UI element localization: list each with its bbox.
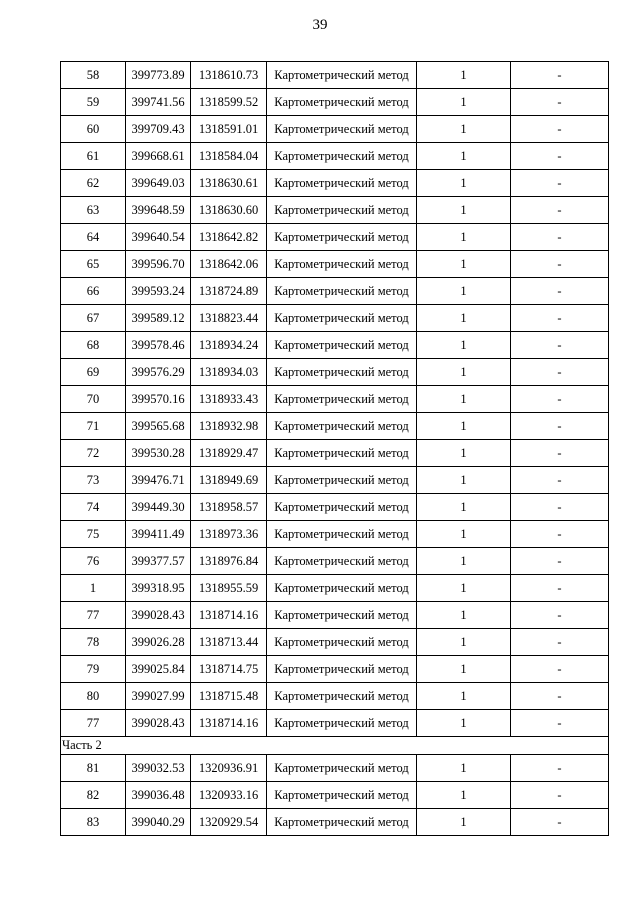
- description-cell: -: [511, 755, 609, 782]
- point-number-cell: 79: [61, 656, 126, 683]
- point-number-cell: 59: [61, 89, 126, 116]
- method-cell: Картометрический метод: [267, 755, 417, 782]
- description-cell: -: [511, 629, 609, 656]
- x-coordinate-cell: 399025.84: [126, 656, 191, 683]
- table-row: [61, 521, 609, 548]
- accuracy-cell: 1: [417, 755, 511, 782]
- description-cell: -: [511, 143, 609, 170]
- table-row: [61, 278, 609, 305]
- y-coordinate-cell: 1318714.16: [191, 710, 267, 737]
- accuracy-cell: 1: [417, 197, 511, 224]
- method-cell: Картометрический метод: [267, 782, 417, 809]
- accuracy-cell: 1: [417, 116, 511, 143]
- y-coordinate-cell: 1318932.98: [191, 413, 267, 440]
- table-row: [61, 62, 609, 89]
- method-cell: Картометрический метод: [267, 224, 417, 251]
- point-number-cell: 82: [61, 782, 126, 809]
- description-cell: -: [511, 440, 609, 467]
- point-number-cell: 68: [61, 332, 126, 359]
- point-number-cell: 72: [61, 440, 126, 467]
- x-coordinate-cell: 399565.68: [126, 413, 191, 440]
- method-cell: Картометрический метод: [267, 440, 417, 467]
- method-cell: Картометрический метод: [267, 683, 417, 710]
- coordinates-table: [60, 61, 609, 836]
- accuracy-cell: 1: [417, 359, 511, 386]
- method-cell: Картометрический метод: [267, 521, 417, 548]
- table-row: [61, 170, 609, 197]
- y-coordinate-cell: 1318642.82: [191, 224, 267, 251]
- x-coordinate-cell: 399411.49: [126, 521, 191, 548]
- accuracy-cell: 1: [417, 656, 511, 683]
- table-row: [61, 224, 609, 251]
- y-coordinate-cell: 1318584.04: [191, 143, 267, 170]
- y-coordinate-cell: 1318724.89: [191, 278, 267, 305]
- x-coordinate-cell: 399648.59: [126, 197, 191, 224]
- description-cell: -: [511, 521, 609, 548]
- point-number-cell: 63: [61, 197, 126, 224]
- x-coordinate-cell: 399668.61: [126, 143, 191, 170]
- description-cell: -: [511, 197, 609, 224]
- accuracy-cell: 1: [417, 89, 511, 116]
- y-coordinate-cell: 1320929.54: [191, 809, 267, 836]
- y-coordinate-cell: 1318933.43: [191, 386, 267, 413]
- x-coordinate-cell: 399318.95: [126, 575, 191, 602]
- table-row: [61, 629, 609, 656]
- table-row: [61, 305, 609, 332]
- y-coordinate-cell: 1318976.84: [191, 548, 267, 575]
- y-coordinate-cell: 1318591.01: [191, 116, 267, 143]
- y-coordinate-cell: 1318929.47: [191, 440, 267, 467]
- accuracy-cell: 1: [417, 548, 511, 575]
- table-row: [61, 782, 609, 809]
- x-coordinate-cell: 399530.28: [126, 440, 191, 467]
- table-row: [61, 548, 609, 575]
- description-cell: -: [511, 116, 609, 143]
- method-cell: Картометрический метод: [267, 809, 417, 836]
- accuracy-cell: 1: [417, 143, 511, 170]
- y-coordinate-cell: 1318973.36: [191, 521, 267, 548]
- table-row: [61, 809, 609, 836]
- point-number-cell: 69: [61, 359, 126, 386]
- x-coordinate-cell: 399040.29: [126, 809, 191, 836]
- description-cell: -: [511, 656, 609, 683]
- x-coordinate-cell: 399576.29: [126, 359, 191, 386]
- method-cell: Картометрический метод: [267, 575, 417, 602]
- accuracy-cell: 1: [417, 440, 511, 467]
- table-row: [61, 251, 609, 278]
- table-row: [61, 386, 609, 413]
- point-number-cell: 74: [61, 494, 126, 521]
- x-coordinate-cell: 399027.99: [126, 683, 191, 710]
- table-row: [61, 755, 609, 782]
- description-cell: -: [511, 62, 609, 89]
- point-number-cell: 80: [61, 683, 126, 710]
- y-coordinate-cell: 1318715.48: [191, 683, 267, 710]
- y-coordinate-cell: 1318934.24: [191, 332, 267, 359]
- point-number-cell: 64: [61, 224, 126, 251]
- page-number: 39: [312, 17, 328, 33]
- method-cell: Картометрический метод: [267, 710, 417, 737]
- description-cell: -: [511, 413, 609, 440]
- point-number-cell: 61: [61, 143, 126, 170]
- method-cell: Картометрический метод: [267, 629, 417, 656]
- method-cell: Картометрический метод: [267, 62, 417, 89]
- accuracy-cell: 1: [417, 305, 511, 332]
- table-row: [61, 602, 609, 629]
- point-number-cell: 70: [61, 386, 126, 413]
- y-coordinate-cell: 1318949.69: [191, 467, 267, 494]
- point-number-cell: 58: [61, 62, 126, 89]
- description-cell: -: [511, 359, 609, 386]
- y-coordinate-cell: 1320933.16: [191, 782, 267, 809]
- description-cell: -: [511, 683, 609, 710]
- x-coordinate-cell: 399649.03: [126, 170, 191, 197]
- x-coordinate-cell: 399026.28: [126, 629, 191, 656]
- point-number-cell: 76: [61, 548, 126, 575]
- description-cell: -: [511, 278, 609, 305]
- accuracy-cell: 1: [417, 278, 511, 305]
- description-cell: -: [511, 782, 609, 809]
- accuracy-cell: 1: [417, 629, 511, 656]
- x-coordinate-cell: 399449.30: [126, 494, 191, 521]
- method-cell: Картометрический метод: [267, 89, 417, 116]
- y-coordinate-cell: 1318823.44: [191, 305, 267, 332]
- description-cell: -: [511, 494, 609, 521]
- description-cell: -: [511, 710, 609, 737]
- table-row: [61, 683, 609, 710]
- point-number-cell: 62: [61, 170, 126, 197]
- x-coordinate-cell: 399593.24: [126, 278, 191, 305]
- point-number-cell: 67: [61, 305, 126, 332]
- y-coordinate-cell: 1318630.60: [191, 197, 267, 224]
- y-coordinate-cell: 1318642.06: [191, 251, 267, 278]
- method-cell: Картометрический метод: [267, 359, 417, 386]
- accuracy-cell: 1: [417, 170, 511, 197]
- description-cell: -: [511, 224, 609, 251]
- accuracy-cell: 1: [417, 413, 511, 440]
- method-cell: Картометрический метод: [267, 386, 417, 413]
- accuracy-cell: 1: [417, 782, 511, 809]
- description-cell: -: [511, 602, 609, 629]
- point-number-cell: 78: [61, 629, 126, 656]
- method-cell: Картометрический метод: [267, 602, 417, 629]
- y-coordinate-cell: 1318714.16: [191, 602, 267, 629]
- x-coordinate-cell: 399596.70: [126, 251, 191, 278]
- x-coordinate-cell: 399741.56: [126, 89, 191, 116]
- description-cell: -: [511, 809, 609, 836]
- table-row: [61, 710, 609, 737]
- method-cell: Картометрический метод: [267, 656, 417, 683]
- point-number-cell: 60: [61, 116, 126, 143]
- section-label: Часть 2: [61, 737, 609, 755]
- accuracy-cell: 1: [417, 710, 511, 737]
- x-coordinate-cell: 399028.43: [126, 602, 191, 629]
- x-coordinate-cell: 399578.46: [126, 332, 191, 359]
- y-coordinate-cell: 1318934.03: [191, 359, 267, 386]
- table-row: [61, 440, 609, 467]
- method-cell: Картометрический метод: [267, 332, 417, 359]
- method-cell: Картометрический метод: [267, 467, 417, 494]
- description-cell: -: [511, 305, 609, 332]
- point-number-cell: 1: [61, 575, 126, 602]
- table-row: [61, 413, 609, 440]
- y-coordinate-cell: 1318610.73: [191, 62, 267, 89]
- method-cell: Картометрический метод: [267, 143, 417, 170]
- accuracy-cell: 1: [417, 575, 511, 602]
- accuracy-cell: 1: [417, 224, 511, 251]
- y-coordinate-cell: 1318599.52: [191, 89, 267, 116]
- section-row: [61, 737, 609, 755]
- accuracy-cell: 1: [417, 251, 511, 278]
- table-row: [61, 89, 609, 116]
- x-coordinate-cell: 399570.16: [126, 386, 191, 413]
- accuracy-cell: 1: [417, 467, 511, 494]
- method-cell: Картометрический метод: [267, 278, 417, 305]
- table-row: [61, 656, 609, 683]
- description-cell: -: [511, 575, 609, 602]
- accuracy-cell: 1: [417, 602, 511, 629]
- table-row: [61, 494, 609, 521]
- x-coordinate-cell: 399028.43: [126, 710, 191, 737]
- x-coordinate-cell: 399377.57: [126, 548, 191, 575]
- y-coordinate-cell: 1318955.59: [191, 575, 267, 602]
- y-coordinate-cell: 1318630.61: [191, 170, 267, 197]
- method-cell: Картометрический метод: [267, 494, 417, 521]
- accuracy-cell: 1: [417, 809, 511, 836]
- y-coordinate-cell: 1318958.57: [191, 494, 267, 521]
- table-row: [61, 467, 609, 494]
- accuracy-cell: 1: [417, 683, 511, 710]
- x-coordinate-cell: 399589.12: [126, 305, 191, 332]
- method-cell: Картометрический метод: [267, 170, 417, 197]
- table-row: [61, 143, 609, 170]
- point-number-cell: 71: [61, 413, 126, 440]
- y-coordinate-cell: 1318714.75: [191, 656, 267, 683]
- method-cell: Картометрический метод: [267, 413, 417, 440]
- x-coordinate-cell: 399709.43: [126, 116, 191, 143]
- description-cell: -: [511, 251, 609, 278]
- description-cell: -: [511, 467, 609, 494]
- method-cell: Картометрический метод: [267, 548, 417, 575]
- y-coordinate-cell: 1320936.91: [191, 755, 267, 782]
- x-coordinate-cell: 399036.48: [126, 782, 191, 809]
- accuracy-cell: 1: [417, 494, 511, 521]
- accuracy-cell: 1: [417, 386, 511, 413]
- x-coordinate-cell: 399640.54: [126, 224, 191, 251]
- description-cell: -: [511, 548, 609, 575]
- point-number-cell: 83: [61, 809, 126, 836]
- table-row: [61, 332, 609, 359]
- method-cell: Картометрический метод: [267, 251, 417, 278]
- table-row: [61, 359, 609, 386]
- y-coordinate-cell: 1318713.44: [191, 629, 267, 656]
- description-cell: -: [511, 332, 609, 359]
- method-cell: Картометрический метод: [267, 305, 417, 332]
- x-coordinate-cell: 399032.53: [126, 755, 191, 782]
- x-coordinate-cell: 399476.71: [126, 467, 191, 494]
- point-number-cell: 65: [61, 251, 126, 278]
- method-cell: Картометрический метод: [267, 197, 417, 224]
- table-row: [61, 575, 609, 602]
- table-row: [61, 197, 609, 224]
- x-coordinate-cell: 399773.89: [126, 62, 191, 89]
- description-cell: -: [511, 89, 609, 116]
- point-number-cell: 77: [61, 710, 126, 737]
- point-number-cell: 77: [61, 602, 126, 629]
- accuracy-cell: 1: [417, 332, 511, 359]
- description-cell: -: [511, 170, 609, 197]
- point-number-cell: 75: [61, 521, 126, 548]
- accuracy-cell: 1: [417, 62, 511, 89]
- point-number-cell: 66: [61, 278, 126, 305]
- description-cell: -: [511, 386, 609, 413]
- method-cell: Картометрический метод: [267, 116, 417, 143]
- accuracy-cell: 1: [417, 521, 511, 548]
- table-row: [61, 116, 609, 143]
- point-number-cell: 73: [61, 467, 126, 494]
- point-number-cell: 81: [61, 755, 126, 782]
